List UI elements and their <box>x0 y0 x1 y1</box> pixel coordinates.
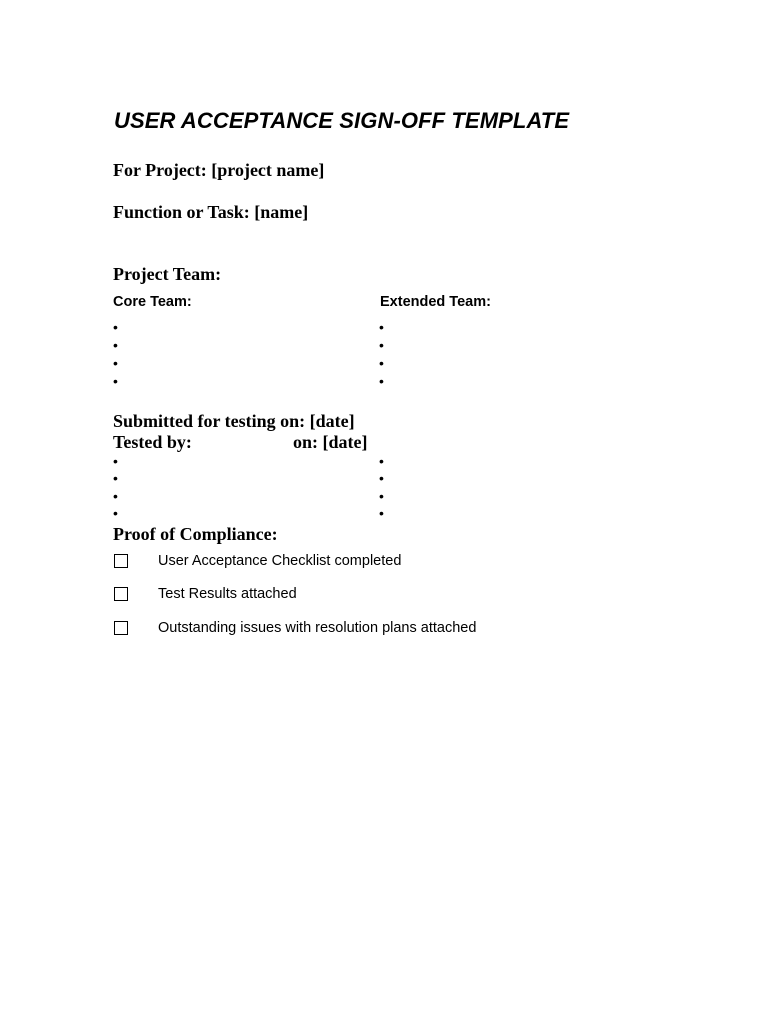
list-item: • <box>379 470 384 487</box>
tested-left-list <box>113 453 123 522</box>
document-title: USER ACCEPTANCE SIGN-OFF TEMPLATE <box>114 108 570 133</box>
core-team-list <box>113 318 123 390</box>
list-item: • <box>379 373 384 389</box>
core-team-heading: Core Team: <box>113 294 192 310</box>
list-item: • <box>113 487 118 504</box>
list-item: • <box>113 470 118 487</box>
tested-on-label: on: [date] <box>293 432 368 452</box>
list-item: • <box>113 453 118 469</box>
list-item: • <box>113 319 118 335</box>
list-item: • <box>379 319 384 335</box>
extended-team-list <box>379 318 389 390</box>
checklist-item-label: User Acceptance Checklist completed <box>158 553 402 569</box>
checklist-item-test-results[interactable] <box>114 586 297 602</box>
extended-team-heading: Extended Team: <box>380 294 491 310</box>
checklist-item-label: Test Results attached <box>158 586 297 602</box>
checklist-item-outstanding-issues[interactable] <box>114 620 476 636</box>
list-item: • <box>113 373 118 389</box>
list-item: • <box>113 355 118 371</box>
list-item: • <box>379 453 384 469</box>
submitted-line: Submitted for testing on: [date] <box>113 411 355 431</box>
checkbox[interactable] <box>114 554 128 568</box>
project-team-heading: Project Team: <box>113 264 222 284</box>
checklist-item-label: Outstanding issues with resolution plans attached <box>158 620 477 636</box>
tested-right-list <box>379 453 389 522</box>
checkbox[interactable] <box>114 587 128 601</box>
list-item: • <box>379 504 384 521</box>
list-item: • <box>379 487 384 504</box>
list-item: • <box>379 337 384 353</box>
list-item: • <box>379 355 384 371</box>
proof-of-compliance-heading: Proof of Compliance: <box>113 524 278 544</box>
list-item: • <box>113 504 118 521</box>
checkbox[interactable] <box>114 621 128 635</box>
tested-by-label: Tested by: <box>113 432 192 452</box>
checklist-item-checklist-completed[interactable] <box>114 553 401 569</box>
list-item: • <box>113 337 118 353</box>
project-line: For Project: [project name] <box>113 160 325 180</box>
function-line: Function or Task: [name] <box>113 202 309 222</box>
